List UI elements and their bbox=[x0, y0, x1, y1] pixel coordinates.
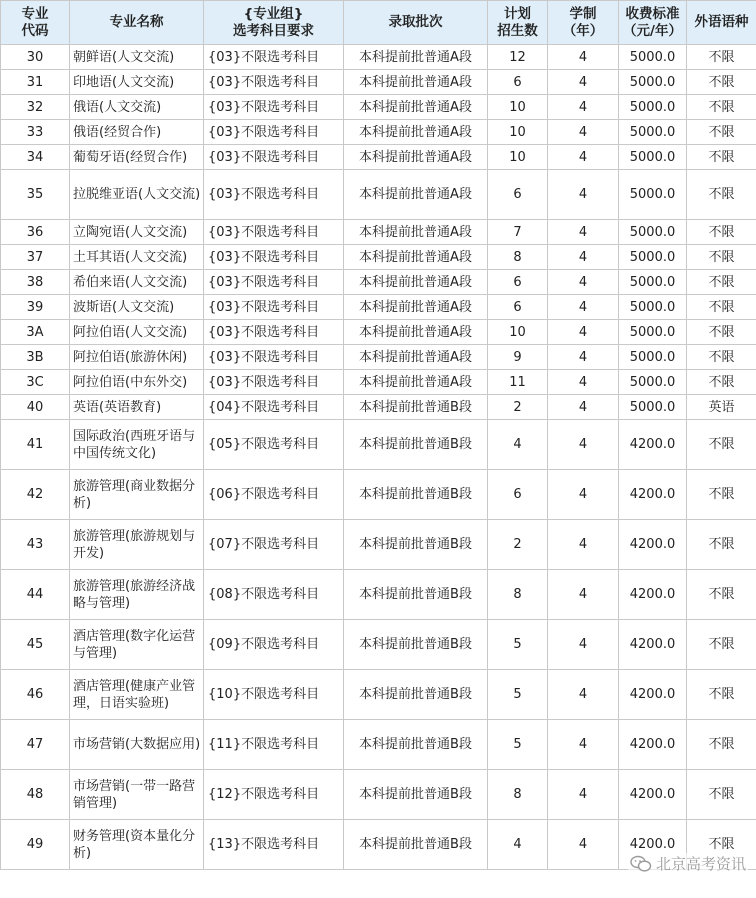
cell-code: 31 bbox=[1, 70, 70, 95]
cell-batch: 本科提前批普通A段 bbox=[344, 120, 488, 145]
cell-code: 39 bbox=[1, 295, 70, 320]
cell-plan: 6 bbox=[488, 70, 548, 95]
cell-name: 国际政治(西班牙语与中国传统文化) bbox=[70, 420, 204, 470]
cell-requirement: {03}不限选考科目 bbox=[204, 295, 344, 320]
cell-plan: 11 bbox=[488, 370, 548, 395]
table-row bbox=[1, 670, 756, 720]
table-row bbox=[1, 720, 756, 770]
cell-years: 4 bbox=[548, 95, 619, 120]
cell-code: 3C bbox=[1, 370, 70, 395]
cell-code: 47 bbox=[1, 720, 70, 770]
cell-name: 拉脱维亚语(人文交流) bbox=[70, 170, 204, 220]
cell-batch: 本科提前批普通A段 bbox=[344, 345, 488, 370]
cell-batch: 本科提前批普通B段 bbox=[344, 670, 488, 720]
cell-code: 35 bbox=[1, 170, 70, 220]
header-years: 学制 （年） bbox=[548, 1, 619, 45]
cell-plan: 5 bbox=[488, 620, 548, 670]
cell-name: 立陶宛语(人文交流) bbox=[70, 220, 204, 245]
cell-language: 不限 bbox=[687, 770, 756, 820]
cell-fee: 4200.0 bbox=[619, 520, 687, 570]
cell-language: 英语 bbox=[687, 395, 756, 420]
cell-plan: 4 bbox=[488, 420, 548, 470]
cell-requirement: {03}不限选考科目 bbox=[204, 45, 344, 70]
table-row bbox=[1, 70, 756, 95]
cell-batch: 本科提前批普通A段 bbox=[344, 220, 488, 245]
cell-fee: 5000.0 bbox=[619, 395, 687, 420]
cell-name: 旅游管理(商业数据分析) bbox=[70, 470, 204, 520]
cell-batch: 本科提前批普通B段 bbox=[344, 620, 488, 670]
table-row bbox=[1, 345, 756, 370]
cell-plan: 7 bbox=[488, 220, 548, 245]
cell-name: 阿拉伯语(人文交流) bbox=[70, 320, 204, 345]
cell-fee: 5000.0 bbox=[619, 295, 687, 320]
table-row bbox=[1, 620, 756, 670]
cell-requirement: {03}不限选考科目 bbox=[204, 170, 344, 220]
cell-name: 葡萄牙语(经贸合作) bbox=[70, 145, 204, 170]
cell-fee: 5000.0 bbox=[619, 370, 687, 395]
cell-requirement: {03}不限选考科目 bbox=[204, 95, 344, 120]
cell-batch: 本科提前批普通A段 bbox=[344, 95, 488, 120]
cell-code: 3B bbox=[1, 345, 70, 370]
cell-language: 不限 bbox=[687, 420, 756, 470]
cell-plan: 10 bbox=[488, 120, 548, 145]
cell-plan: 8 bbox=[488, 570, 548, 620]
cell-years: 4 bbox=[548, 120, 619, 145]
cell-requirement: {03}不限选考科目 bbox=[204, 70, 344, 95]
table-row bbox=[1, 270, 756, 295]
cell-requirement: {03}不限选考科目 bbox=[204, 270, 344, 295]
header-requirement: {专业组} 选考科目要求 bbox=[204, 1, 344, 45]
cell-plan: 9 bbox=[488, 345, 548, 370]
cell-years: 4 bbox=[548, 70, 619, 95]
cell-language: 不限 bbox=[687, 720, 756, 770]
wechat-icon bbox=[630, 855, 652, 873]
cell-name: 阿拉伯语(中东外交) bbox=[70, 370, 204, 395]
cell-language: 不限 bbox=[687, 295, 756, 320]
cell-code: 40 bbox=[1, 395, 70, 420]
table-row bbox=[1, 120, 756, 145]
cell-language: 不限 bbox=[687, 345, 756, 370]
cell-requirement: {13}不限选考科目 bbox=[204, 820, 344, 870]
cell-language: 不限 bbox=[687, 520, 756, 570]
cell-requirement: {03}不限选考科目 bbox=[204, 370, 344, 395]
cell-language: 不限 bbox=[687, 220, 756, 245]
cell-years: 4 bbox=[548, 320, 619, 345]
cell-fee: 4200.0 bbox=[619, 720, 687, 770]
cell-code: 37 bbox=[1, 245, 70, 270]
cell-language: 不限 bbox=[687, 320, 756, 345]
cell-name: 希伯来语(人文交流) bbox=[70, 270, 204, 295]
cell-fee: 4200.0 bbox=[619, 820, 687, 870]
cell-language: 不限 bbox=[687, 470, 756, 520]
cell-batch: 本科提前批普通B段 bbox=[344, 420, 488, 470]
cell-batch: 本科提前批普通A段 bbox=[344, 370, 488, 395]
cell-plan: 10 bbox=[488, 145, 548, 170]
cell-years: 4 bbox=[548, 295, 619, 320]
cell-language: 不限 bbox=[687, 70, 756, 95]
cell-years: 4 bbox=[548, 145, 619, 170]
cell-plan: 6 bbox=[488, 270, 548, 295]
cell-fee: 4200.0 bbox=[619, 570, 687, 620]
cell-years: 4 bbox=[548, 345, 619, 370]
cell-name: 市场营销(大数据应用) bbox=[70, 720, 204, 770]
header-batch: 录取批次 bbox=[344, 1, 488, 45]
table-row bbox=[1, 420, 756, 470]
cell-requirement: {10}不限选考科目 bbox=[204, 670, 344, 720]
cell-language: 不限 bbox=[687, 145, 756, 170]
cell-code: 42 bbox=[1, 470, 70, 520]
table-row bbox=[1, 245, 756, 270]
cell-fee: 5000.0 bbox=[619, 270, 687, 295]
cell-code: 3A bbox=[1, 320, 70, 345]
table-row bbox=[1, 220, 756, 245]
cell-years: 4 bbox=[548, 520, 619, 570]
cell-fee: 5000.0 bbox=[619, 120, 687, 145]
cell-fee: 4200.0 bbox=[619, 620, 687, 670]
cell-name: 土耳其语(人文交流) bbox=[70, 245, 204, 270]
cell-plan: 8 bbox=[488, 770, 548, 820]
cell-name: 俄语(人文交流) bbox=[70, 95, 204, 120]
table-header-row bbox=[1, 1, 756, 45]
cell-years: 4 bbox=[548, 570, 619, 620]
cell-name: 市场营销(一带一路营销管理) bbox=[70, 770, 204, 820]
cell-code: 45 bbox=[1, 620, 70, 670]
cell-years: 4 bbox=[548, 170, 619, 220]
watermark bbox=[628, 853, 748, 874]
cell-requirement: {03}不限选考科目 bbox=[204, 345, 344, 370]
cell-name: 朝鲜语(人文交流) bbox=[70, 45, 204, 70]
cell-plan: 10 bbox=[488, 95, 548, 120]
cell-name: 英语(英语教育) bbox=[70, 395, 204, 420]
cell-years: 4 bbox=[548, 45, 619, 70]
cell-years: 4 bbox=[548, 770, 619, 820]
cell-requirement: {07}不限选考科目 bbox=[204, 520, 344, 570]
table-row bbox=[1, 570, 756, 620]
header-name: 专业名称 bbox=[70, 1, 204, 45]
cell-language: 不限 bbox=[687, 370, 756, 395]
cell-batch: 本科提前批普通B段 bbox=[344, 820, 488, 870]
cell-language: 不限 bbox=[687, 170, 756, 220]
cell-plan: 4 bbox=[488, 820, 548, 870]
header-code: 专业 代码 bbox=[1, 1, 70, 45]
cell-name: 波斯语(人文交流) bbox=[70, 295, 204, 320]
cell-requirement: {08}不限选考科目 bbox=[204, 570, 344, 620]
cell-code: 30 bbox=[1, 45, 70, 70]
cell-batch: 本科提前批普通B段 bbox=[344, 770, 488, 820]
cell-fee: 4200.0 bbox=[619, 470, 687, 520]
cell-fee: 5000.0 bbox=[619, 95, 687, 120]
cell-language: 不限 bbox=[687, 270, 756, 295]
cell-plan: 2 bbox=[488, 520, 548, 570]
cell-name: 酒店管理(健康产业管理，日语实验班) bbox=[70, 670, 204, 720]
cell-fee: 4200.0 bbox=[619, 670, 687, 720]
cell-code: 44 bbox=[1, 570, 70, 620]
cell-batch: 本科提前批普通B段 bbox=[344, 570, 488, 620]
header-plan: 计划 招生数 bbox=[488, 1, 548, 45]
cell-code: 32 bbox=[1, 95, 70, 120]
cell-plan: 6 bbox=[488, 470, 548, 520]
cell-batch: 本科提前批普通B段 bbox=[344, 470, 488, 520]
cell-fee: 5000.0 bbox=[619, 45, 687, 70]
cell-language: 不限 bbox=[687, 45, 756, 70]
cell-code: 43 bbox=[1, 520, 70, 570]
cell-years: 4 bbox=[548, 420, 619, 470]
cell-name: 财务管理(资本量化分析) bbox=[70, 820, 204, 870]
table-row bbox=[1, 320, 756, 345]
cell-requirement: {11}不限选考科目 bbox=[204, 720, 344, 770]
table-row bbox=[1, 520, 756, 570]
cell-batch: 本科提前批普通A段 bbox=[344, 145, 488, 170]
cell-code: 48 bbox=[1, 770, 70, 820]
cell-code: 49 bbox=[1, 820, 70, 870]
cell-fee: 4200.0 bbox=[619, 420, 687, 470]
cell-batch: 本科提前批普通A段 bbox=[344, 270, 488, 295]
cell-fee: 5000.0 bbox=[619, 70, 687, 95]
cell-plan: 5 bbox=[488, 670, 548, 720]
cell-years: 4 bbox=[548, 270, 619, 295]
cell-years: 4 bbox=[548, 470, 619, 520]
cell-language: 不限 bbox=[687, 820, 756, 870]
cell-language: 不限 bbox=[687, 120, 756, 145]
cell-fee: 4200.0 bbox=[619, 770, 687, 820]
cell-batch: 本科提前批普通B段 bbox=[344, 720, 488, 770]
cell-language: 不限 bbox=[687, 570, 756, 620]
cell-years: 4 bbox=[548, 620, 619, 670]
cell-requirement: {12}不限选考科目 bbox=[204, 770, 344, 820]
cell-language: 不限 bbox=[687, 95, 756, 120]
cell-batch: 本科提前批普通A段 bbox=[344, 320, 488, 345]
cell-fee: 5000.0 bbox=[619, 170, 687, 220]
cell-fee: 5000.0 bbox=[619, 320, 687, 345]
cell-fee: 5000.0 bbox=[619, 345, 687, 370]
cell-fee: 5000.0 bbox=[619, 220, 687, 245]
table-row bbox=[1, 295, 756, 320]
table-row bbox=[1, 95, 756, 120]
cell-requirement: {03}不限选考科目 bbox=[204, 320, 344, 345]
table-row bbox=[1, 470, 756, 520]
cell-language: 不限 bbox=[687, 670, 756, 720]
cell-language: 不限 bbox=[687, 245, 756, 270]
cell-code: 41 bbox=[1, 420, 70, 470]
table-row bbox=[1, 170, 756, 220]
header-fee: 收费标准 （元/年） bbox=[619, 1, 687, 45]
cell-code: 46 bbox=[1, 670, 70, 720]
cell-years: 4 bbox=[548, 245, 619, 270]
watermark-text: 北京高考资讯 bbox=[655, 855, 746, 873]
cell-batch: 本科提前批普通A段 bbox=[344, 245, 488, 270]
cell-plan: 2 bbox=[488, 395, 548, 420]
cell-batch: 本科提前批普通B段 bbox=[344, 520, 488, 570]
cell-years: 4 bbox=[548, 720, 619, 770]
cell-requirement: {04}不限选考科目 bbox=[204, 395, 344, 420]
cell-plan: 8 bbox=[488, 245, 548, 270]
cell-name: 印地语(人文交流) bbox=[70, 70, 204, 95]
cell-code: 34 bbox=[1, 145, 70, 170]
cell-requirement: {03}不限选考科目 bbox=[204, 120, 344, 145]
cell-requirement: {03}不限选考科目 bbox=[204, 245, 344, 270]
cell-name: 旅游管理(旅游经济战略与管理) bbox=[70, 570, 204, 620]
cell-plan: 12 bbox=[488, 45, 548, 70]
cell-years: 4 bbox=[548, 670, 619, 720]
cell-fee: 5000.0 bbox=[619, 245, 687, 270]
table-row bbox=[1, 770, 756, 820]
cell-plan: 10 bbox=[488, 320, 548, 345]
cell-language: 不限 bbox=[687, 620, 756, 670]
cell-requirement: {03}不限选考科目 bbox=[204, 220, 344, 245]
table-row bbox=[1, 45, 756, 70]
cell-name: 阿拉伯语(旅游休闲) bbox=[70, 345, 204, 370]
cell-batch: 本科提前批普通A段 bbox=[344, 70, 488, 95]
cell-name: 旅游管理(旅游规划与开发) bbox=[70, 520, 204, 570]
cell-requirement: {05}不限选考科目 bbox=[204, 420, 344, 470]
table-row bbox=[1, 145, 756, 170]
cell-name: 酒店管理(数字化运营与管理) bbox=[70, 620, 204, 670]
cell-plan: 6 bbox=[488, 170, 548, 220]
cell-code: 36 bbox=[1, 220, 70, 245]
cell-years: 4 bbox=[548, 395, 619, 420]
cell-plan: 6 bbox=[488, 295, 548, 320]
cell-plan: 5 bbox=[488, 720, 548, 770]
cell-batch: 本科提前批普通B段 bbox=[344, 395, 488, 420]
cell-batch: 本科提前批普通A段 bbox=[344, 45, 488, 70]
cell-requirement: {06}不限选考科目 bbox=[204, 470, 344, 520]
cell-requirement: {09}不限选考科目 bbox=[204, 620, 344, 670]
cell-years: 4 bbox=[548, 370, 619, 395]
cell-code: 38 bbox=[1, 270, 70, 295]
cell-code: 33 bbox=[1, 120, 70, 145]
table-row bbox=[1, 395, 756, 420]
cell-years: 4 bbox=[548, 820, 619, 870]
cell-batch: 本科提前批普通A段 bbox=[344, 170, 488, 220]
cell-years: 4 bbox=[548, 220, 619, 245]
cell-fee: 5000.0 bbox=[619, 145, 687, 170]
table-row bbox=[1, 370, 756, 395]
table-body bbox=[1, 45, 756, 870]
cell-batch: 本科提前批普通A段 bbox=[344, 295, 488, 320]
header-language: 外语语种 bbox=[687, 1, 756, 45]
cell-name: 俄语(经贸合作) bbox=[70, 120, 204, 145]
cell-requirement: {03}不限选考科目 bbox=[204, 145, 344, 170]
